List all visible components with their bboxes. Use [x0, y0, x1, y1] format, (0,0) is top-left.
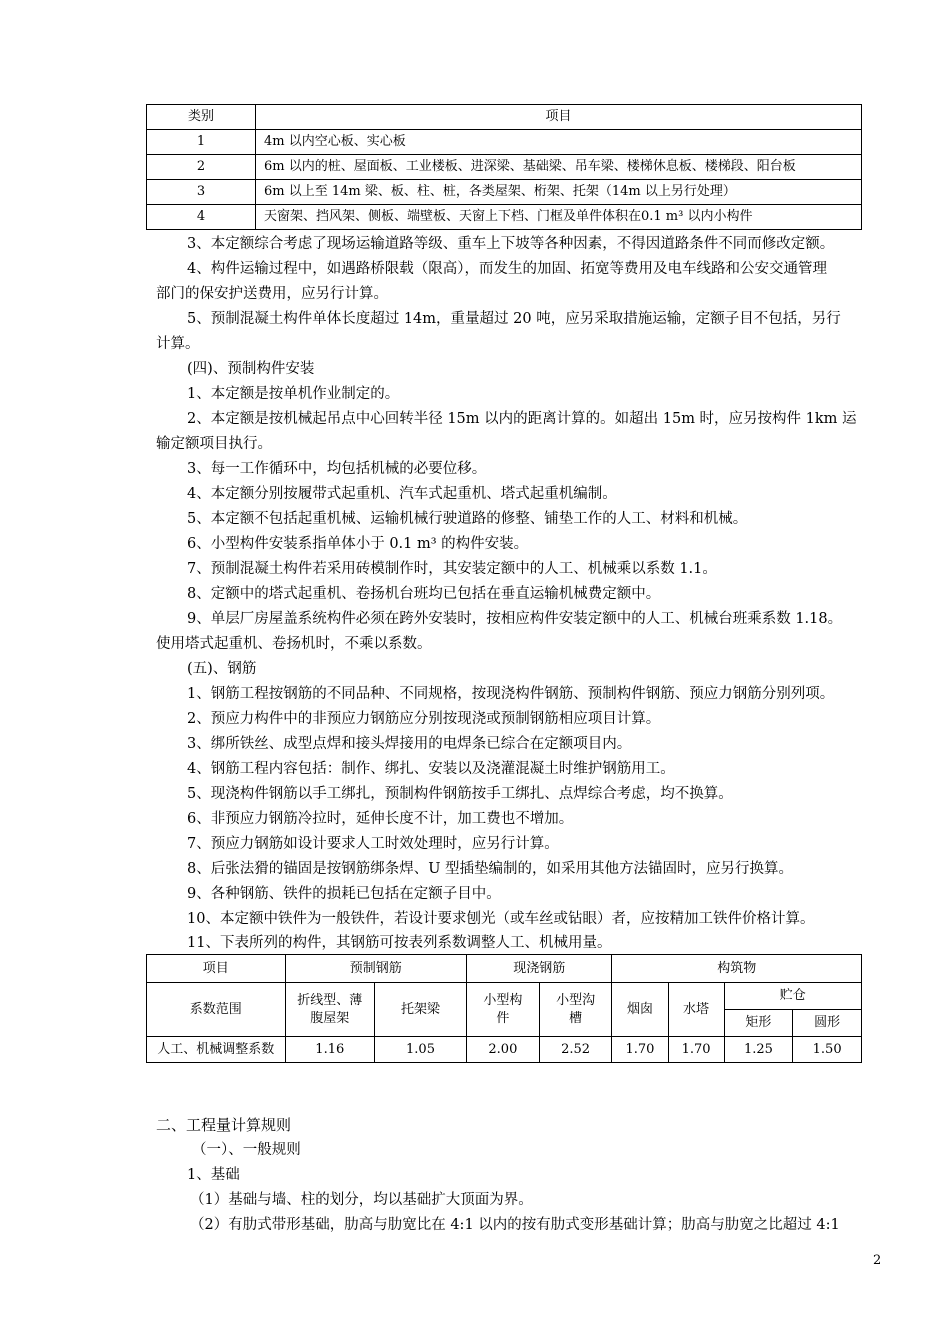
- table-cell: 1.70: [612, 1037, 668, 1063]
- table-header-cell: 折线型、薄腹屋架: [285, 983, 374, 1037]
- paragraph: 3、绑所铁丝、成型点焊和接头焊接用的电焊条已综合在定额项目内。: [187, 736, 632, 752]
- table-cell: 1.70: [668, 1037, 724, 1063]
- paragraph: 8、定额中的塔式起重机、卷扬机台班均已包括在垂直运输机械费定额中。: [187, 586, 661, 602]
- paragraph: 2、本定额是按机械起吊点中心回转半径 15m 以内的距离计算的。如超出 15m 时，应另按构件 1km 运: [187, 411, 857, 427]
- section-heading: (五)、钢筋: [187, 661, 257, 677]
- table-cell: 1: [147, 130, 256, 155]
- table-header-row: [147, 105, 862, 130]
- paragraph: 2、预应力构件中的非预应力钢筋应分别按现浇或预制钢筋相应项目计算。: [187, 711, 661, 727]
- table-cell: 天窗架、挡风架、侧板、端壁板、天窗上下档、门框及单件体积在0.1 m³ 以内小构件: [256, 205, 862, 230]
- paragraph: 输定额项目执行。: [156, 436, 272, 452]
- paragraph: 3、本定额综合考虑了现场运输道路等级、重车上下坡等各种因素，不得因道路条件不同而修改定额。: [187, 236, 835, 252]
- paragraph: （2）有肋式带形基础，肋高与肋宽比在 4:1 以内的按有肋式变形基础计算；肋高与肋宽之比超过 4:1: [190, 1217, 840, 1233]
- table-header-cell: 类别: [147, 105, 256, 130]
- table-cell: 6m 以内的桩、屋面板、工业楼板、进深梁、基础梁、吊车梁、楼梯休息板、楼梯段、阳台板: [256, 155, 862, 180]
- table-header-cell: 现浇钢筋: [467, 955, 612, 983]
- table-header-row: [147, 955, 862, 983]
- table-row-label: 人工、机械调整系数: [147, 1037, 286, 1063]
- paragraph: 4、本定额分别按履带式起重机、汽车式起重机、塔式起重机编制。: [187, 486, 617, 502]
- paragraph: 7、预应力钢筋如设计要求人工时效处理时，应另行计算。: [187, 836, 559, 852]
- table-cell: 2.00: [467, 1037, 540, 1063]
- section-heading: (四)、预制构件安装: [187, 361, 315, 377]
- paragraph: 计算。: [156, 336, 200, 352]
- table-cell: 2.52: [539, 1037, 612, 1063]
- section-title: 二、工程量计算规则: [156, 1116, 292, 1134]
- paragraph: 9、单层厂房屋盖系统构件必须在跨外安装时，按相应构件安装定额中的人工、机械台班乘系数 1.18。: [187, 611, 843, 627]
- table-row: [147, 155, 862, 180]
- paragraph: 8、后张法猾的锚固是按钢筋绑条焊、U 型插垫编制的，如采用其他方法锚固时，应另行换算。: [187, 861, 794, 877]
- table-header-cell: 系数范围: [147, 983, 286, 1037]
- paragraph: 5、预制混凝土构件单体长度超过 14m，重量超过 20 吨，应另采取措施运输，定额子目不包括，另行: [187, 311, 841, 327]
- table-row: [147, 180, 862, 205]
- table-cell: 2: [147, 155, 256, 180]
- paragraph: 9、各种钢筋、铁件的损耗已包括在定额子目中。: [187, 886, 501, 902]
- subsection-heading: （一）、一般规则: [192, 1142, 301, 1158]
- table-header-cell: 小型构件: [467, 983, 540, 1037]
- table-cell: 1.16: [285, 1037, 374, 1063]
- table-row: [147, 1037, 862, 1063]
- paragraph: （1）基础与墙、柱的划分，均以基础扩大顶面为界。: [190, 1192, 533, 1208]
- table-row: [147, 205, 862, 230]
- component-category-table: [146, 104, 862, 230]
- table-header-cell: 烟囱: [612, 983, 668, 1037]
- table-header-cell: 托架梁: [374, 983, 466, 1037]
- table-header-row: [147, 983, 862, 1010]
- paragraph: 使用塔式起重机、卷扬机时，不乘以系数。: [156, 636, 432, 652]
- paragraph: 1、钢筋工程按钢筋的不同品种、不同规格，按现浇构件钢筋、预制构件钢筋、预应力钢筋分别列项。: [187, 686, 835, 702]
- table-cell: 4: [147, 205, 256, 230]
- paragraph: 10、本定额中铁件为一般铁件，若设计要求刨光（或车丝或钻眼）者，应按精加工铁件价格计算。: [187, 911, 815, 927]
- paragraph: 7、预制混凝土构件若采用砖模制作时，其安装定额中的人工、机械乘以系数 1.1。: [187, 561, 717, 577]
- paragraph: 4、钢筋工程内容包括：制作、绑扎、安装以及浇灌混凝土时维护钢筋用工。: [187, 761, 675, 777]
- paragraph: 部门的保安护送费用，应另行计算。: [156, 286, 388, 302]
- table-header-cell: 水塔: [668, 983, 724, 1037]
- table-header-cell: 贮仓: [724, 983, 861, 1010]
- table-cell: 6m 以上至 14m 梁、板、柱、桩，各类屋架、桁架、托架（14m 以上另行处理）: [256, 180, 862, 205]
- paragraph: 6、非预应力钢筋冷拉时，延伸长度不计，加工费也不增加。: [187, 811, 574, 827]
- table-header-cell: 矩形: [724, 1010, 793, 1037]
- paragraph: 1、本定额是按单机作业制定的。: [187, 386, 400, 402]
- paragraph: 4、构件运输过程中，如遇路桥限载（限高），而发生的加固、拓宽等费用及电车线路和公安交通管理: [187, 261, 827, 277]
- paragraph: 11、下表所列的构件，其钢筋可按表列系数调整人工、机械用量。: [187, 935, 612, 951]
- table-row: [147, 130, 862, 155]
- table-header-cell: 圆形: [793, 1010, 862, 1037]
- table-header-cell: 小型沟槽: [539, 983, 612, 1037]
- paragraph: 3、每一工作循环中，均包括机械的必要位移。: [187, 461, 487, 477]
- rebar-coefficient-table: [146, 954, 862, 1063]
- page-number: 2: [873, 1253, 882, 1268]
- table-cell: 1.05: [374, 1037, 466, 1063]
- table-header-cell: 项目: [147, 955, 286, 983]
- table-header-cell: 项目: [256, 105, 862, 130]
- paragraph: 6、小型构件安装系指单体小于 0.1 m³ 的构件安装。: [187, 536, 529, 552]
- table-cell: 1.50: [793, 1037, 862, 1063]
- table-cell: 4m 以内空心板、实心板: [256, 130, 862, 155]
- paragraph: 5、本定额不包括起重机械、运输机械行驶道路的修整、铺垫工作的人工、材料和机械。: [187, 511, 748, 527]
- table-cell: 1.25: [724, 1037, 793, 1063]
- table-cell: 3: [147, 180, 256, 205]
- table-header-cell: 构筑物: [612, 955, 862, 983]
- table-header-cell: 预制钢筋: [285, 955, 466, 983]
- paragraph: 1、基础: [187, 1167, 240, 1183]
- paragraph: 5、现浇构件钢筋以手工绑扎，预制构件钢筋按手工绑扎、点焊综合考虑，均不换算。: [187, 786, 733, 802]
